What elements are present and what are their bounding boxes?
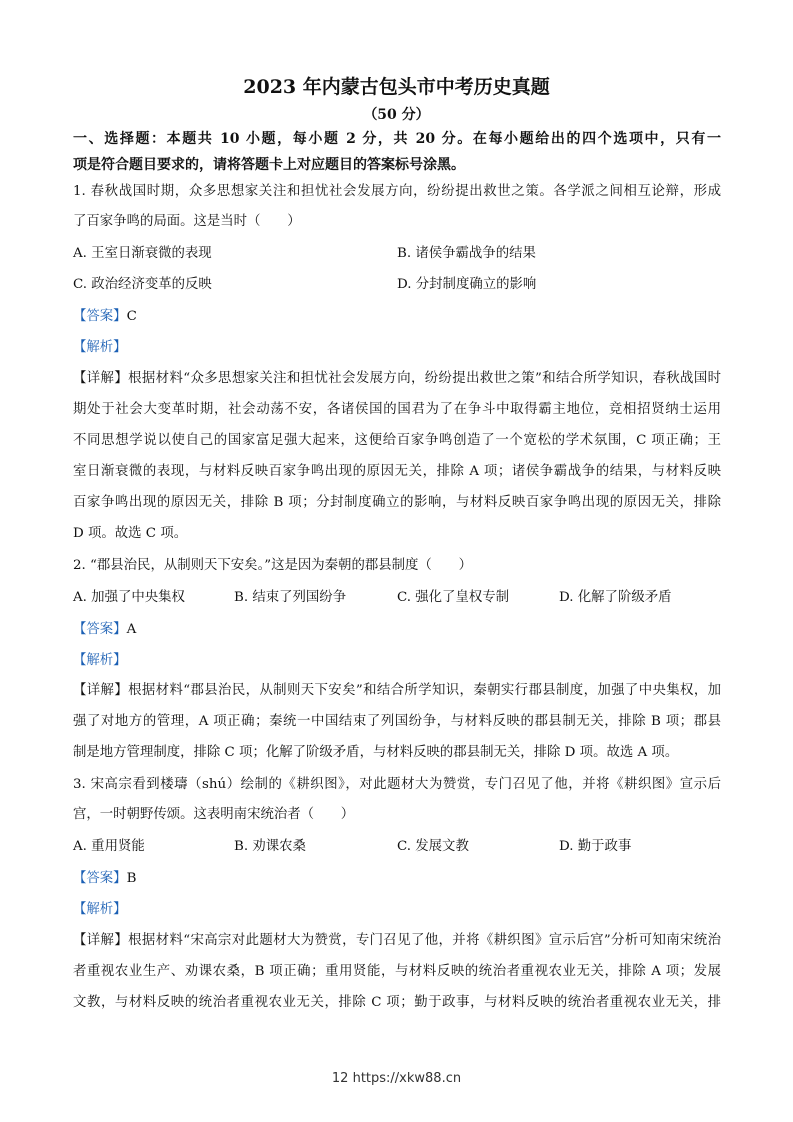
q3-stem-line-2: 宫，一时朝野传颂。这表明南宋统治者（ ） [73,807,355,822]
page-title: 2023 年内蒙古包头市中考历史真题 [243,76,550,98]
q2-detail-line-3: 制是地方管理制度，排除 C 项；化解了阶级矛盾，与材料反映的郡县制无关，排除 D 项。故选 A 项。 [73,745,679,760]
q1-detail-line-4: 室日渐衰微的表现，与材料反映百家争鸣出现的原因无关，排除 A 项；诸侯争霸战争的结果，与材料反映 [73,464,721,479]
q1-detail-line-6: D 项。故选 C 项。 [73,526,188,541]
q3-option-c: C. 发展文教 [397,839,469,854]
analysis-tag: 【解析】 [73,340,127,355]
q1-detail-line-5: 百家争鸣出现的原因无关，排除 B 项；分封制度确立的影响，与材料反映百家争鸣出现的原因无关，排除 [73,495,721,510]
section-heading-line-1: 一、选择题：本题共 10 小题，每小题 2 分，共 20 分。在每小题给出的四个选项中，只有一 [73,131,721,147]
detail-tag: 【详解】 [73,933,129,948]
q3-option-d: D. 勤于政事 [559,839,632,854]
q1-option-a: A. 王室日渐衰微的表现 [73,246,212,261]
answer-tag: 【答案】 [73,622,127,637]
detail-tag: 【详解】 [73,683,129,698]
analysis-tag: 【解析】 [73,653,127,668]
q2-option-b: B. 结束了列国纷争 [234,590,347,605]
q2-answer-value: A [126,622,137,637]
q1-detail-line-1 [73,369,721,389]
q3-option-b: B. 劝课农桑 [234,839,306,854]
q1-stem-line-2: 了百家争鸣的局面。这是当时（ ） [73,214,301,229]
q1-option-b: B. 诸侯争霸战争的结果 [397,246,536,261]
q3-detail-line-2: 者重视农业生产、劝课农桑，B 项正确；重用贤能，与材料反映的统治者重视农业无关，排除 A 项；发展 [73,964,721,979]
q2-option-a: A. 加强了中央集权 [73,590,185,605]
q2-detail-line-2: 强了对地方的管理，A 项正确；秦统一中国结束了列国纷争，与材料反映的郡县制无关，排除 B 项；郡县 [73,714,721,729]
q3-detail-text-1: 根据材料“宋高宗对此题材大为赞赏，专门召见了他，并将《耕织图》宣示后宫”分析可知南宋统治 [128,933,721,948]
q2-detail-line-1 [73,681,721,701]
q3-analysis [73,900,127,920]
section-heading-line-2: 项是符合题目要求的，请将答题卡上对应题目的答案标号涂黑。 [73,157,465,173]
q1-analysis [73,338,127,358]
q1-option-d: D. 分封制度确立的影响 [397,277,537,292]
q1-option-c: C. 政治经济变革的反映 [73,277,212,292]
answer-tag: 【答案】 [73,309,127,324]
q3-answer-value: B [126,871,137,886]
q3-stem-line-1: 3. 宋高宗看到楼璹（shú）绘制的《耕织图》，对此题材大为赞赏，专门召见了他，并将《耕织图》宣示后 [73,777,721,792]
answer-tag: 【答案】 [73,871,127,886]
q2-option-d: D. 化解了阶级矛盾 [559,590,672,605]
q3-detail-line-1 [73,931,721,951]
page-subtitle: （50 分） [363,107,430,123]
q2-answer [73,620,136,640]
q1-answer-value: C [126,309,137,324]
analysis-tag: 【解析】 [73,902,127,917]
detail-tag: 【详解】 [73,371,129,386]
q2-detail-text-1: 根据材料“郡县治民，从制则天下安矣”和结合所学知识，秦朝实行郡县制度，加强了中央集权，加 [128,683,721,698]
q1-stem-line-1: 1. 春秋战国时期，众多思想家关注和担忧社会发展方向，纷纷提出救世之策。各学派之间相互论辩，形成 [73,184,721,199]
q2-analysis [73,651,127,671]
q1-detail-line-3: 不同思想学说以使自己的国家富足强大起来，这便给百家争鸣创造了一个宽松的学术氛围，C 项正确；王 [73,433,721,448]
q1-answer [73,307,137,327]
q1-detail-text-1: 根据材料“众多思想家关注和担忧社会发展方向，纷纷提出救世之策”和结合所学知识，春秋战国时 [128,371,721,386]
q1-detail-line-2: 期处于社会大变革时期，社会动荡不安，各诸侯国的国君为了在争斗中取得霸主地位，竞相招贤纳士运用 [73,402,721,417]
q2-stem-line-1: 2. “郡县治民，从制则天下安矣。”这是因为秦朝的郡县制度（ ） [73,558,472,573]
q3-option-a: A. 重用贤能 [73,839,145,854]
q3-detail-line-3: 文教，与材料反映的统治者重视农业无关，排除 C 项；勤于政事，与材料反映的统治者重视农业无关，排 [73,995,721,1010]
q3-answer [73,869,136,889]
page-footer: 12 https://xkw88.cn [331,1071,462,1086]
q2-option-c: C. 强化了皇权专制 [397,590,510,605]
